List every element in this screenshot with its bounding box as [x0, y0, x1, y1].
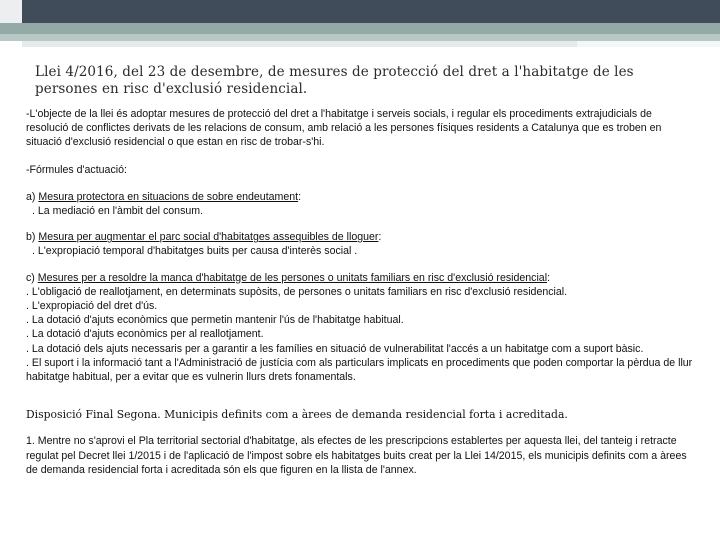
disposicio-paragraph: 1. Mentre no s'aprovi el Pla territorial sectorial d'habitatge, als efectes de les prescripcions establertes per aquesta llei, del tanteig i retracte regulat pel Decret llei 1/2015 i de l'aplicació de l'impost sobre els habitatges buits creat per la Llei 14/2015, els municipis definits com a àrees de demanda residencial forta i acreditada són els que figuren en la llista de l'annex.	[26, 435, 687, 476]
section-a-item: . La mediació en l'àmbit del consum.	[32, 205, 204, 218]
section-c-heading: c) Mesures per a resoldre la manca d'habitatge de les persones o unitats familiars en risc d'exclusió residencial:	[26, 271, 551, 284]
section-c-item: . La dotació dels ajuts necessaris per a garantir a les famílies en situació de vulnerabilitat l'accés a un habitatge com a suport bàsic.	[26, 342, 644, 355]
header-band-teal-secondary	[0, 34, 720, 41]
header-corner-block	[577, 41, 720, 47]
section-b-item: . L'expropiació temporal d'habitatges buits per causa d'interès social .	[32, 245, 358, 258]
formules-label: -Fórmules d'actuació:	[26, 163, 127, 176]
section-b-heading: b) Mesura per augmentar el parc social d'habitatges assequibles de lloguer:	[26, 231, 382, 244]
section-a-heading: a) Mesura protectora en situacions de sobre endeutament:	[26, 190, 302, 203]
objecte-paragraph: -L'objecte de la llei és adoptar mesures de protecció del dret a l'habitatge i serveis socials, i regular els procediments extrajudicials de resolució de conflictes derivats de les relacions de consum, amb relació a les persones físiques residents a Catalunya que es troben en situació d'exclusió residencial o que estan en risc de trobar-s'hi.	[26, 108, 662, 149]
section-c-item: . El suport i la informació tant a l'Administració de justícia com als particulars implicats en procediments que poden comportar la pèrdua de llur habitatge habitual, per a evitar que es vulnerin llurs drets fonamentals.	[26, 356, 693, 384]
header-band-dark	[22, 0, 720, 23]
section-c-item: . L'obligació de reallotjament, en determinats supòsits, de persones o unitats familiars en risc d'exclusió residencial.	[26, 285, 568, 298]
header-band-teal	[0, 23, 720, 34]
disposicio-heading: Disposició Final Segona. Municipis definits com a àrees de demanda residencial forta i acreditada.	[26, 408, 568, 422]
section-c-item: . L'expropiació del dret d'ús.	[26, 300, 158, 313]
header-band-pale	[22, 41, 577, 47]
section-c-item: . La dotació d'ajuts econòmics per al reallotjament.	[26, 328, 264, 341]
slide-title: Llei 4/2016, del 23 de desembre, de mesures de protecció del dret a l'habitatge de les persones en risc d'exclusió residencial.	[35, 64, 634, 97]
section-c-item: . La dotació d'ajuts econòmics que permetin mantenir l'ús de l'habitatge habitual.	[26, 314, 404, 327]
slide-body	[26, 107, 696, 477]
